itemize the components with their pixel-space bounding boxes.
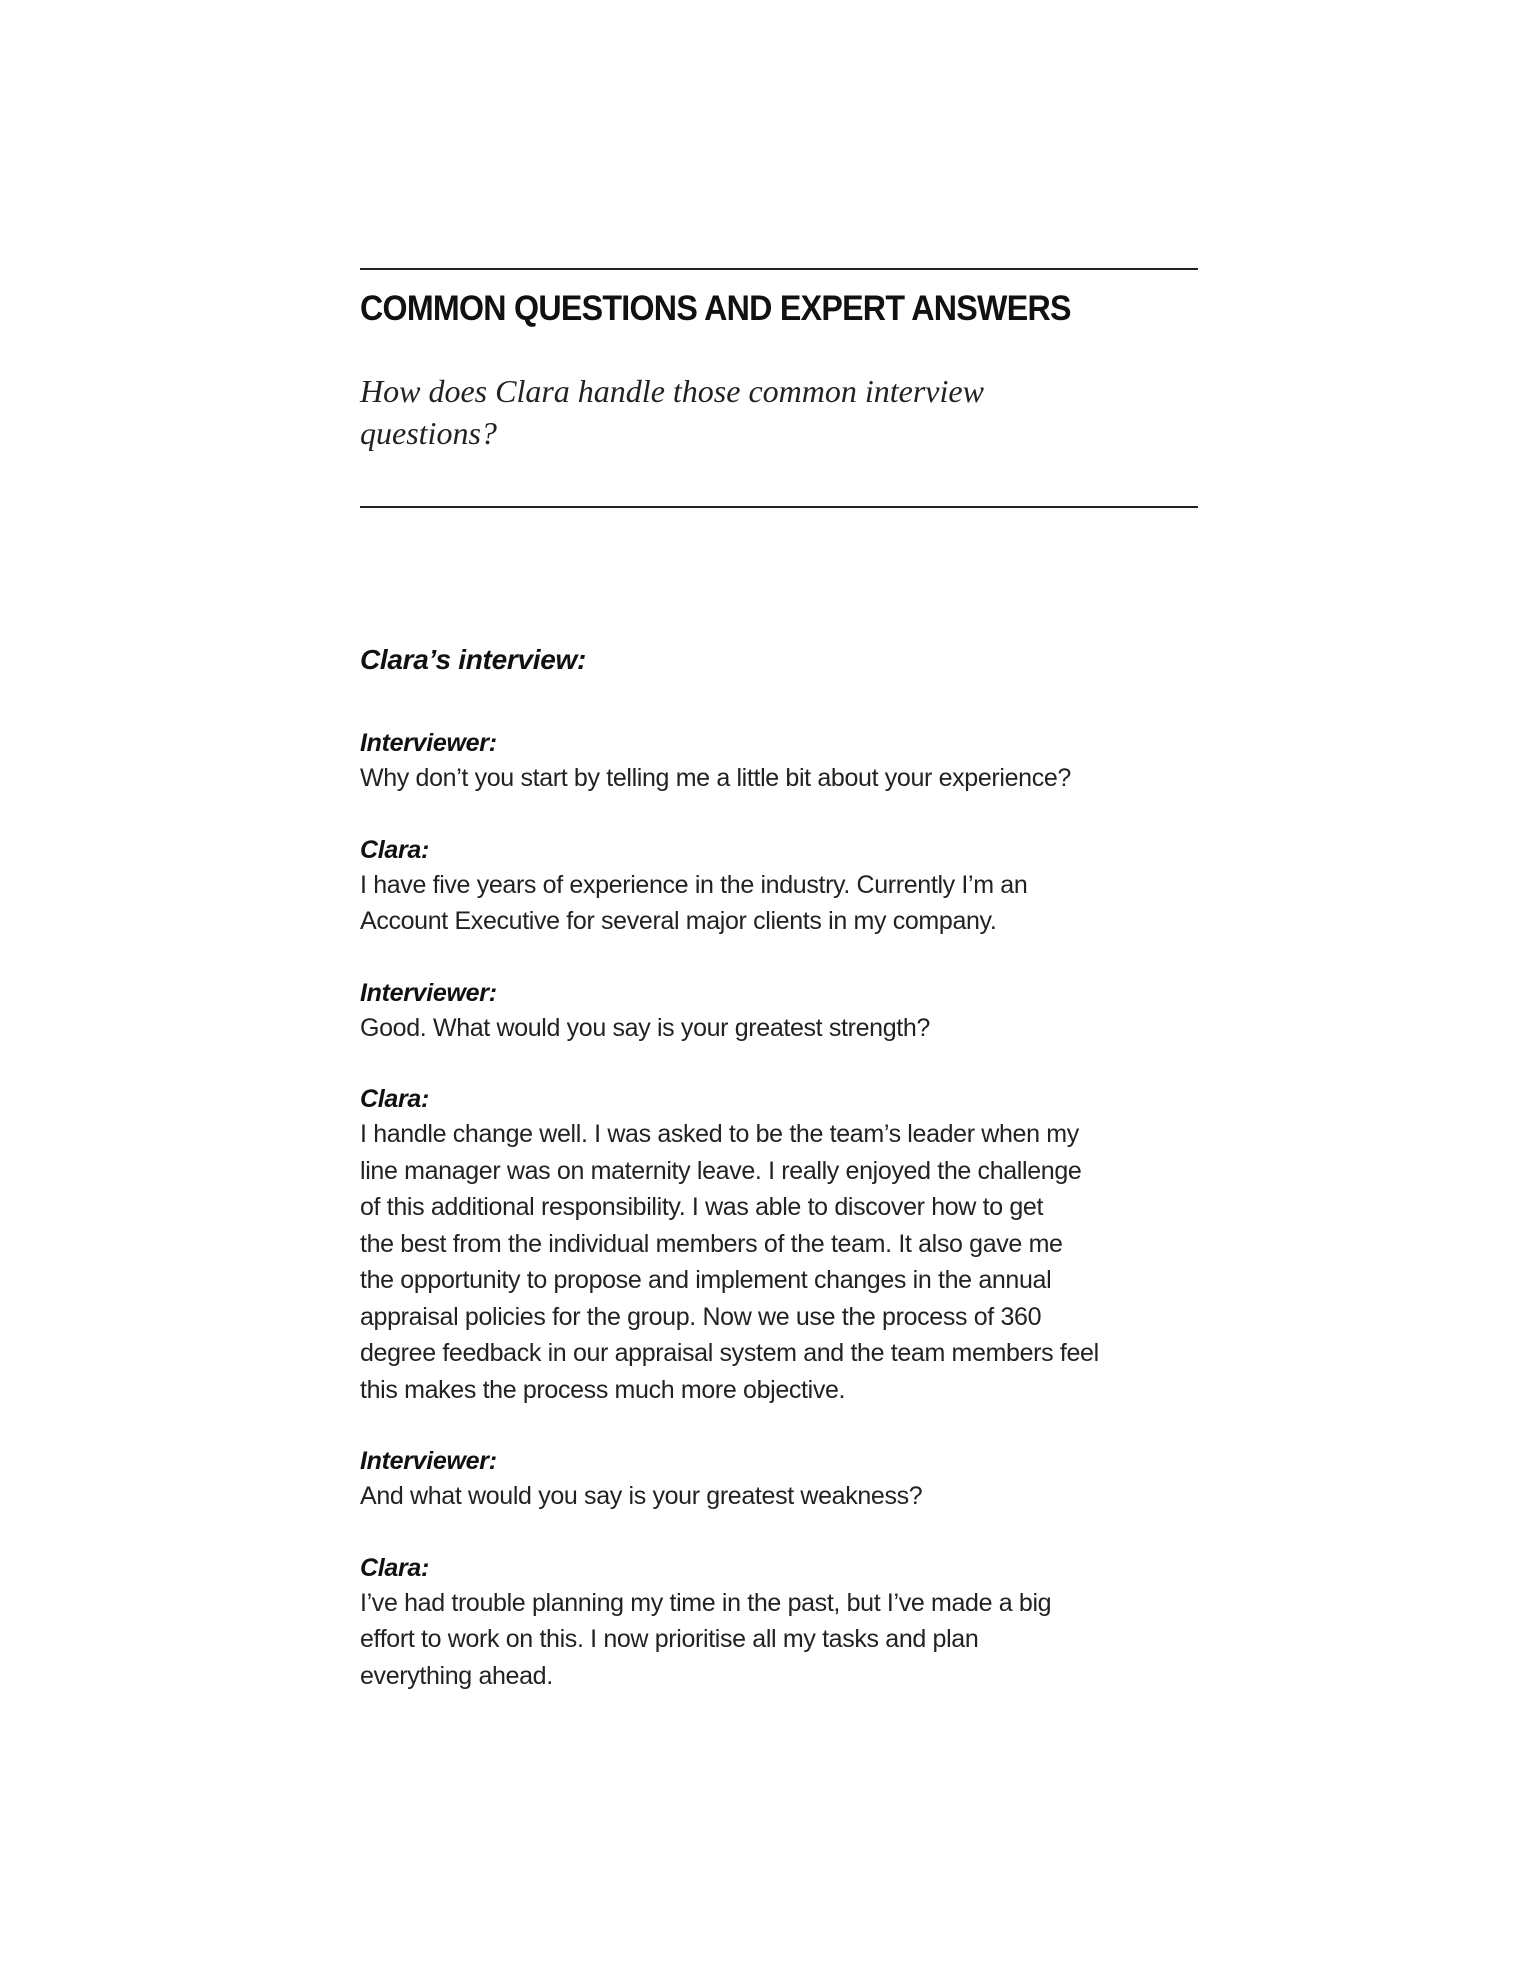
speech-line: of this additional responsibility. I was able to discover how to get bbox=[360, 1193, 1044, 1221]
section-subtitle bbox=[360, 370, 1198, 454]
speech-text bbox=[360, 867, 1198, 940]
speech-line: Why don’t you start by telling me a little bit about your experience? bbox=[360, 764, 1071, 792]
dialogue-turn bbox=[360, 1444, 1198, 1515]
speech-line: Account Executive for several major clients in my company. bbox=[360, 907, 997, 935]
speaker-label: Interviewer: bbox=[360, 729, 497, 757]
speaker-label: Clara: bbox=[360, 1085, 430, 1113]
speech-text bbox=[360, 1585, 1198, 1695]
speech-line: degree feedback in our appraisal system and the team members feel bbox=[360, 1339, 1099, 1367]
subtitle-line: questions? bbox=[360, 415, 497, 451]
speech-line: And what would you say is your greatest weakness? bbox=[360, 1482, 923, 1510]
speech-line: line manager was on maternity leave. I really enjoyed the challenge bbox=[360, 1156, 1082, 1185]
speech-line: this makes the process much more objective. bbox=[360, 1375, 846, 1404]
interview-heading: Clara’s interview: bbox=[360, 644, 586, 675]
dialogue-turn bbox=[360, 833, 1198, 940]
section-title: COMMON QUESTIONS AND EXPERT ANSWERS bbox=[360, 289, 1071, 328]
document-page bbox=[360, 268, 1198, 1730]
speech-line: Good. What would you say is your greatest strength? bbox=[360, 1013, 930, 1042]
speech-line: everything ahead. bbox=[360, 1661, 553, 1690]
dialogue-turn bbox=[360, 1082, 1198, 1408]
speech-line: I handle change well. I was asked to be the team’s leader when my bbox=[360, 1120, 1079, 1148]
subtitle-line: How does Clara handle those common interview bbox=[360, 373, 984, 409]
speaker-label: Interviewer: bbox=[360, 978, 497, 1007]
speaker-label: Clara: bbox=[360, 1553, 430, 1582]
speech-text bbox=[360, 760, 1198, 797]
top-divider bbox=[360, 268, 1198, 270]
speaker-label: Interviewer: bbox=[360, 1447, 497, 1475]
speech-text bbox=[360, 1116, 1198, 1408]
dialogue-turn bbox=[360, 726, 1198, 797]
speech-line: appraisal policies for the group. Now we use the process of 360 bbox=[360, 1302, 1042, 1331]
dialogue-turn bbox=[360, 1551, 1198, 1695]
speech-line: effort to work on this. I now prioritise all my tasks and plan bbox=[360, 1625, 979, 1653]
speaker-label: Clara: bbox=[360, 835, 430, 864]
speech-text bbox=[360, 1010, 1198, 1047]
speech-line: I’ve had trouble planning my time in the past, but I’ve made a big bbox=[360, 1588, 1052, 1617]
interview-transcript bbox=[360, 644, 1198, 1694]
speech-line: the best from the individual members of the team. It also gave me bbox=[360, 1229, 1063, 1258]
speech-text bbox=[360, 1478, 1198, 1515]
dialogue-turn bbox=[360, 976, 1198, 1047]
speech-line: I have five years of experience in the industry. Currently I’m an bbox=[360, 870, 1028, 899]
speech-line: the opportunity to propose and implement changes in the annual bbox=[360, 1266, 1052, 1294]
bottom-divider bbox=[360, 506, 1198, 508]
